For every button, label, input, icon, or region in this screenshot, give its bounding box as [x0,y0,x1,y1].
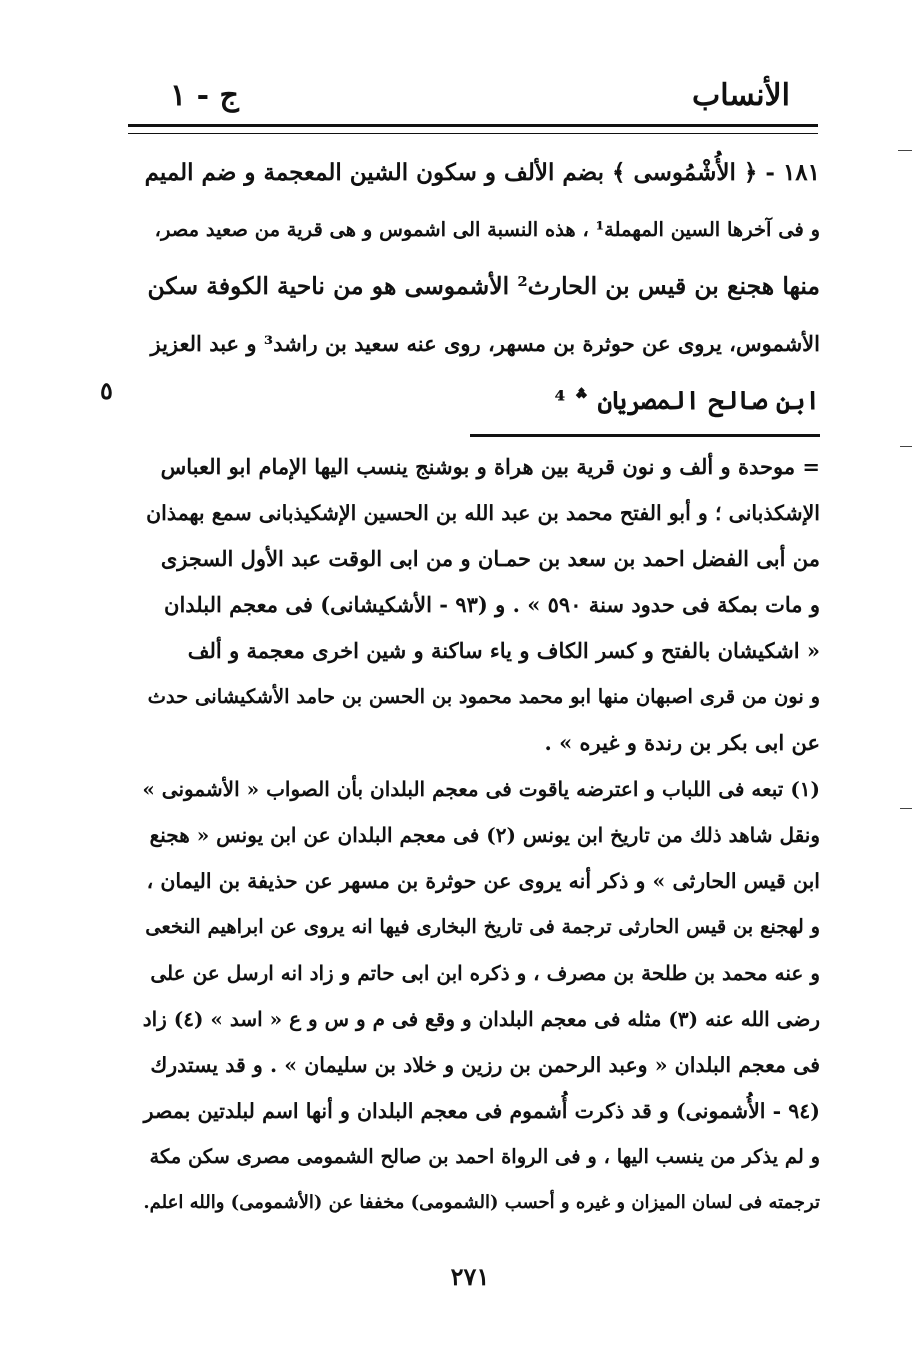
scan-mark [898,150,912,151]
footnote-rule [470,434,820,437]
running-header [140,78,800,118]
page-number: ٢٧١ [450,1262,490,1291]
footnote-line: و نون من قرى اصبهان منها ابو محمد محمود بن الحسن بن حامد الأشكيشانى حدث [147,685,820,708]
footnote-line: ونقل شاهد ذلك من تاريخ ابن يونس (٢) فى معجم البلدان عن ابن يونس « هجنع [149,823,820,847]
footnote-line: من أبى الفضل احمد بن سعد بن حمـان و من ابى الوقت عبد الأول السجزى [160,546,820,571]
header-title: الأنساب [692,78,790,113]
footnote-line: الإشكذبانى ؛ و أبو الفتح محمد بن عبد الله بن الحسين الإشكيذبانى سمع بهمذان [146,501,820,525]
main-entry [140,144,820,429]
footnote-line: ابن قيس الحارثى » و ذكر أنه يروى عن حوثرة بن مسهر عن حذيفة بن اليمان ، [146,869,820,893]
footnote-line: و لم يذكر من ينسب اليها ، و فى الرواة احمد بن صالح الشمومى مصرى سكن مكة [149,1145,820,1168]
main-line: ١٨١ - ﴿ الأُشْمُوسى ﴾ بضم الألف و سكون الشين المعجمة و ضم الميم [144,159,820,186]
header-rule [128,124,818,134]
footnote-line: و مات بمكة فى حدود سنة ٥٩٠ » . و (٩٣ - الأشكيشانى) فى معجم البلدان [164,592,820,617]
footnotes [140,444,820,1226]
footnote-line: (١) تبعه فى اللباب و اعترضه ياقوت فى معجم البلدان بأن الصواب « الأشمونى » [142,777,820,801]
footnote-line: عن ابى بكر بن رندة و غيره » . [544,730,820,755]
footnote-line: ترجمته فى لسان الميزان و غيره و أحسب (الشمومى) مخففا عن (الأشمومى) والله اعلم. [143,1192,820,1213]
footnote-line: و لهجنع بن قيس الحارثى ترجمة فى تاريخ البخارى فيها انه يروى عن ابراهيم النخعى [145,915,820,938]
main-line: منها هجنع بن قيس بن الحارث² الأشموسى هو من ناحية الكوفة سكن [147,272,820,300]
footnote-line: رضى الله عنه (٣) مثله فى معجم البلدان و وقع فى م و س و ع « اسد » (٤) زاد [142,1007,820,1031]
main-line: الأشموس، يروى عن حوثرة بن مسهر، روى عنه سعيد بن راشد³ و عبد العزيز [150,331,820,356]
scan-mark [900,808,912,809]
main-line: ابن صالح المصريان ؞ ⁴ [554,386,820,415]
scan-mark [900,446,912,447]
main-line: و فى آخرها السين المهملة¹ ، هذه النسبة الى اشموس و هى قرية من صعيد مصر، [154,218,820,241]
margin-line-number: ٥ [100,376,113,405]
footnote-line: فى معجم البلدان « وعبد الرحمن بن رزين و خلاد بن سليمان » . و قد يستدرك [150,1053,820,1077]
footnote-line: (٩٤ - الأُشمونى) و قد ذكرت أُشموم فى معجم البلدان و أنها اسم لبلدتين بمصر [143,1099,820,1123]
footnote-line: = موحدة و ألف و نون قرية بين هراة و بوشنج ينسب اليها الإمام ابو العباس [160,454,820,479]
header-volume: ج - ١ [170,78,239,113]
footnote-line: و عنه محمد بن طلحة بن مصرف ، و ذكره ابن ابى حاتم و زاد انه ارسل عن على [150,961,820,985]
footnote-line: « اشكيشان بالفتح و كسر الكاف و ياء ساكنة و شين اخرى معجمة و ألف [187,638,820,663]
